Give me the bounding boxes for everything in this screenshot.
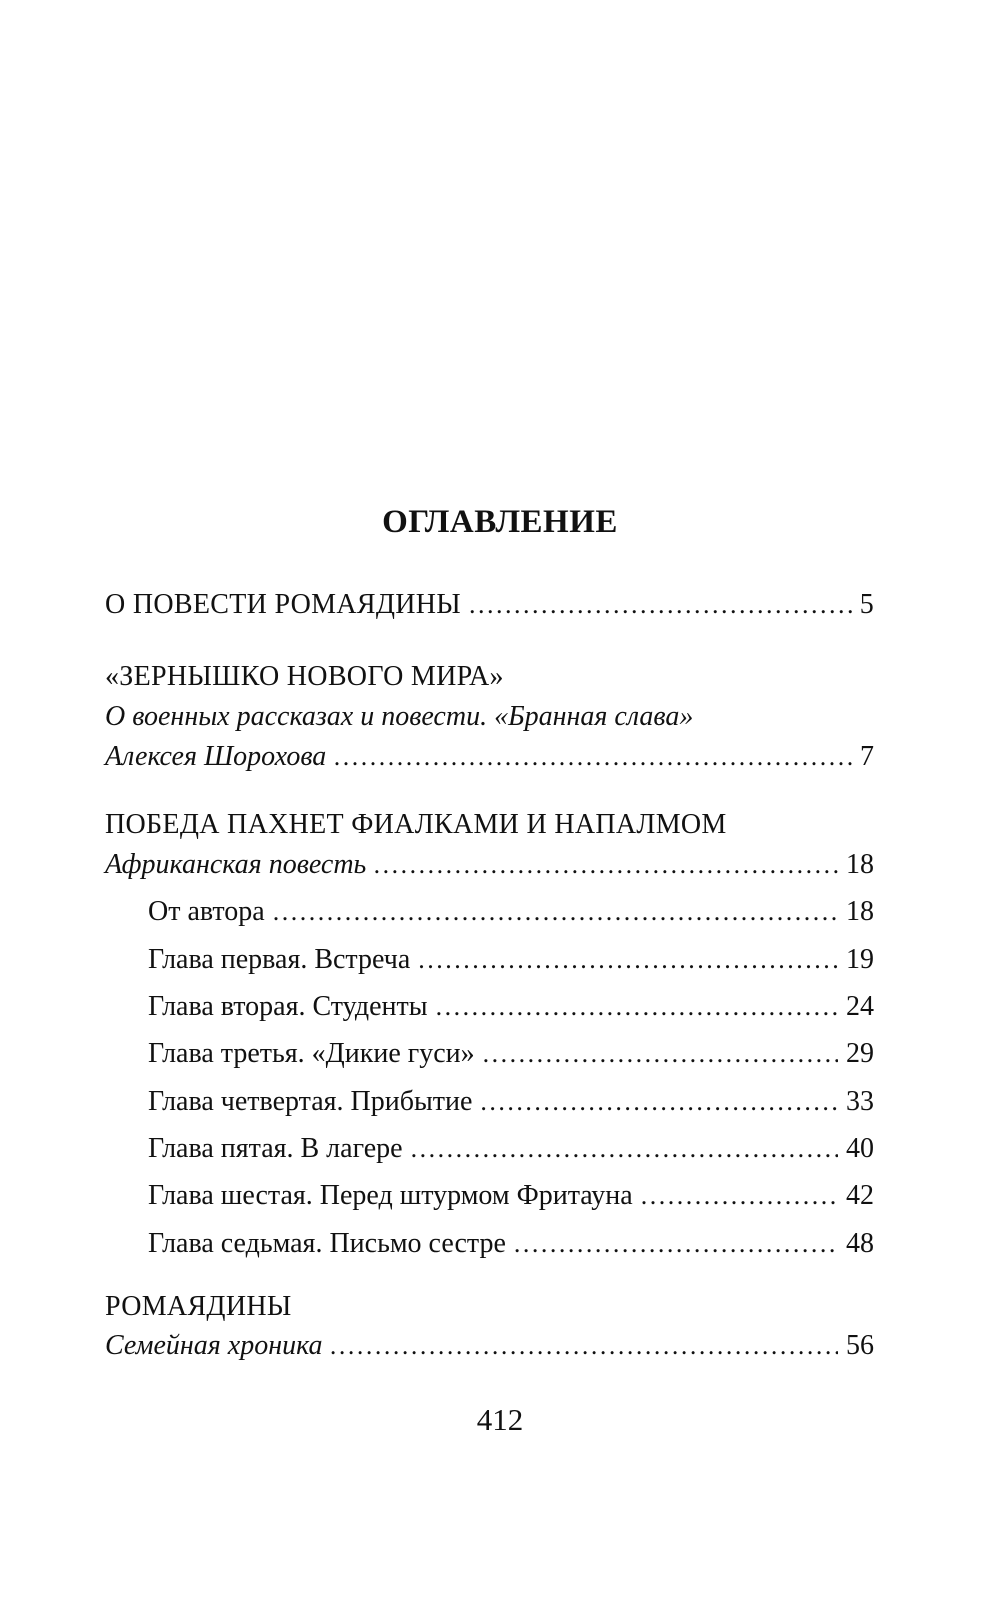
toc-chapter-page: 19 [846,944,874,975]
leader-dots [436,990,838,1024]
toc-chapter-title: Глава пятая. В лагере [148,1133,403,1164]
toc-chapter [148,990,874,1024]
leader-dots [480,1085,838,1119]
toc-entry-page: 56 [846,1330,874,1361]
toc-entry-grain-of-new-world [105,740,874,774]
toc-entry-subtitle: О военных рассказах и повести. «Бранная слава» [105,701,694,732]
toc-entry-subtitle: Семейная хроника [105,1330,323,1361]
toc-chapter-page: 24 [846,991,874,1022]
toc-entry-subtitle: Алексея Шорохова [105,741,327,772]
toc-entry-title: РОМАЯДИНЫ [105,1291,292,1322]
toc-chapter-title: Глава первая. Встреча [148,944,411,975]
leader-dots [411,1132,838,1166]
toc-chapter-title: Глава вторая. Студенты [148,991,428,1022]
toc-chapter-page: 42 [846,1180,874,1211]
toc-chapter-title: От автора [148,896,265,927]
toc-entry-title: «ЗЕРНЫШКО НОВОГО МИРА» [105,661,504,692]
toc-entry-page: 18 [846,849,874,880]
toc-chapter [148,943,874,977]
leader-dots [273,895,838,929]
toc-entry-african-novel [105,848,874,882]
toc-heading: ОГЛАВЛЕНИЕ [382,504,618,540]
toc-entry-family-chronicle [105,1329,874,1363]
leader-dots [514,1227,838,1261]
leader-dots [334,740,852,774]
toc-entry-subtitle: Африканская повесть [105,849,367,880]
leader-dots [641,1179,838,1213]
toc-entry-page: 5 [859,589,874,620]
toc-chapter-page: 40 [846,1133,874,1164]
toc-entry-page: 7 [860,741,874,772]
leader-dots [374,848,838,882]
toc-chapter-page: 29 [846,1038,874,1069]
page-number: 412 [476,1402,524,1437]
toc-chapter-page: 48 [846,1228,874,1259]
toc-chapter [148,1227,874,1261]
toc-chapter-page: 18 [846,896,874,927]
leader-dots [331,1329,838,1363]
toc-chapter [148,1179,874,1213]
toc-entry-title: ПОБЕДА ПАХНЕТ ФИАЛКАМИ И НАПАЛМОМ [105,809,727,840]
toc-chapter [148,895,874,929]
toc-chapter-title: Глава шестая. Перед штурмом Фритауна [148,1180,633,1211]
toc-chapter-title: Глава четвертая. Прибытие [148,1086,473,1117]
toc-entry-about-novel [105,588,874,622]
leader-dots [469,588,852,622]
leader-dots [483,1037,838,1071]
toc-chapter [148,1085,874,1119]
toc-chapter-page: 33 [846,1086,874,1117]
toc-chapter [148,1132,874,1166]
toc-chapter [148,1037,874,1071]
leader-dots [418,943,838,977]
toc-chapter-title: Глава третья. «Дикие гуси» [148,1038,475,1069]
toc-chapter-title: Глава седьмая. Письмо сестре [148,1228,506,1259]
toc-entry-title: О ПОВЕСТИ РОМАЯДИНЫ [105,589,462,620]
